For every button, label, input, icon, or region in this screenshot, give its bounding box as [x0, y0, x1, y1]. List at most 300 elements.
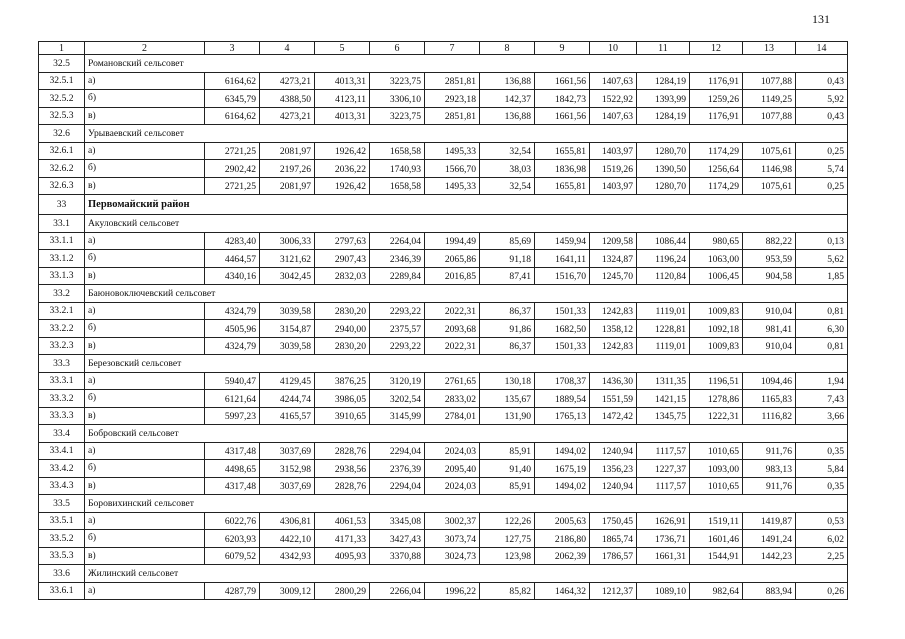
value-cell: 2266,04 — [370, 582, 425, 600]
value-cell: 1280,70 — [637, 177, 690, 195]
section-title: Жилинский сельсовет — [85, 565, 848, 583]
value-cell: 3152,98 — [260, 460, 315, 478]
value-cell: 2761,65 — [425, 372, 480, 390]
row-variant: б) — [85, 250, 205, 268]
value-cell: 1675,19 — [535, 460, 590, 478]
value-cell: 1119,01 — [637, 337, 690, 355]
value-cell: 4171,33 — [315, 530, 370, 548]
row-variant: а) — [85, 512, 205, 530]
value-cell: 2016,85 — [425, 267, 480, 285]
value-cell: 2851,81 — [425, 107, 480, 125]
value-cell: 1240,94 — [590, 477, 637, 495]
row-code: 33.5.2 — [39, 530, 85, 548]
section-row — [39, 565, 848, 583]
value-cell: 1116,82 — [743, 407, 796, 425]
value-cell: 2721,25 — [205, 142, 260, 160]
row-code: 33.1 — [39, 215, 85, 233]
value-cell: 7,43 — [796, 390, 848, 408]
value-cell: 1765,13 — [535, 407, 590, 425]
value-cell: 3223,75 — [370, 107, 425, 125]
value-cell: 953,59 — [743, 250, 796, 268]
value-cell: 4013,31 — [315, 72, 370, 90]
table-row — [39, 107, 848, 125]
value-cell: 2024,03 — [425, 442, 480, 460]
value-cell: 4306,81 — [260, 512, 315, 530]
table-body — [39, 42, 848, 600]
value-cell: 1655,81 — [535, 177, 590, 195]
value-cell: 1516,70 — [535, 267, 590, 285]
value-cell: 0,43 — [796, 107, 848, 125]
value-cell: 1661,31 — [637, 547, 690, 565]
value-cell: 4317,48 — [205, 477, 260, 495]
value-cell: 1459,94 — [535, 232, 590, 250]
value-cell: 4095,93 — [315, 547, 370, 565]
table-row — [39, 177, 848, 195]
value-cell: 2938,56 — [315, 460, 370, 478]
value-cell: 3223,75 — [370, 72, 425, 90]
value-cell: 1786,57 — [590, 547, 637, 565]
value-cell: 1165,83 — [743, 390, 796, 408]
value-cell: 85,91 — [480, 442, 535, 460]
row-code: 32.5.3 — [39, 107, 85, 125]
value-cell: 1259,26 — [690, 90, 743, 108]
value-cell: 1117,57 — [637, 442, 690, 460]
row-code: 33.1.2 — [39, 250, 85, 268]
value-cell: 2081,97 — [260, 142, 315, 160]
value-cell: 1494,02 — [535, 442, 590, 460]
row-code: 33.2 — [39, 285, 85, 303]
table-row — [39, 160, 848, 178]
table-row — [39, 90, 848, 108]
value-cell: 6,30 — [796, 320, 848, 338]
value-cell: 1708,37 — [535, 372, 590, 390]
value-cell: 1566,70 — [425, 160, 480, 178]
value-cell: 2784,01 — [425, 407, 480, 425]
value-cell: 1601,46 — [690, 530, 743, 548]
table-row — [39, 390, 848, 408]
row-code: 32.6.2 — [39, 160, 85, 178]
value-cell: 38,03 — [480, 160, 535, 178]
value-cell: 2186,80 — [535, 530, 590, 548]
section-title: Боровихинский сельсовет — [85, 495, 848, 513]
value-cell: 1174,29 — [690, 177, 743, 195]
section-row — [39, 125, 848, 143]
value-cell: 3073,74 — [425, 530, 480, 548]
value-cell: 4505,96 — [205, 320, 260, 338]
value-cell: 6022,76 — [205, 512, 260, 530]
value-cell: 3,66 — [796, 407, 848, 425]
value-cell: 123,98 — [480, 547, 535, 565]
value-cell: 122,26 — [480, 512, 535, 530]
column-header: 3 — [205, 42, 260, 55]
value-cell: 1407,63 — [590, 107, 637, 125]
value-cell: 1006,45 — [690, 267, 743, 285]
column-header: 13 — [743, 42, 796, 55]
row-code: 33.4.2 — [39, 460, 85, 478]
value-cell: 2289,84 — [370, 267, 425, 285]
value-cell: 2375,57 — [370, 320, 425, 338]
row-variant: б) — [85, 320, 205, 338]
value-cell: 1658,58 — [370, 142, 425, 160]
value-cell: 1442,23 — [743, 547, 796, 565]
value-cell: 1472,42 — [590, 407, 637, 425]
value-cell: 3306,10 — [370, 90, 425, 108]
value-cell: 983,13 — [743, 460, 796, 478]
value-cell: 1842,73 — [535, 90, 590, 108]
value-cell: 1836,98 — [535, 160, 590, 178]
value-cell: 5,62 — [796, 250, 848, 268]
value-cell: 4464,57 — [205, 250, 260, 268]
value-cell: 85,69 — [480, 232, 535, 250]
value-cell: 91,40 — [480, 460, 535, 478]
value-cell: 4273,21 — [260, 72, 315, 90]
row-variant: б) — [85, 90, 205, 108]
value-cell: 4165,57 — [260, 407, 315, 425]
value-cell: 2036,22 — [315, 160, 370, 178]
value-cell: 2800,29 — [315, 582, 370, 600]
row-variant: б) — [85, 530, 205, 548]
section-row — [39, 215, 848, 233]
value-cell: 1926,42 — [315, 142, 370, 160]
row-code: 32.5 — [39, 55, 85, 73]
value-cell: 1209,58 — [590, 232, 637, 250]
section-row — [39, 495, 848, 513]
value-cell: 6079,52 — [205, 547, 260, 565]
value-cell: 6345,79 — [205, 90, 260, 108]
value-cell: 127,75 — [480, 530, 535, 548]
table-row — [39, 372, 848, 390]
value-cell: 2081,97 — [260, 177, 315, 195]
value-cell: 4061,53 — [315, 512, 370, 530]
value-cell: 6203,93 — [205, 530, 260, 548]
value-cell: 85,82 — [480, 582, 535, 600]
value-cell: 5,84 — [796, 460, 848, 478]
value-cell: 1086,44 — [637, 232, 690, 250]
value-cell: 0,25 — [796, 177, 848, 195]
value-cell: 6164,62 — [205, 72, 260, 90]
row-code: 33.3.2 — [39, 390, 85, 408]
value-cell: 1626,91 — [637, 512, 690, 530]
column-header: 7 — [425, 42, 480, 55]
value-cell: 911,76 — [743, 477, 796, 495]
table-row — [39, 267, 848, 285]
value-cell: 1009,83 — [690, 302, 743, 320]
section-title: Урываевский сельсовет — [85, 125, 848, 143]
value-cell: 2065,86 — [425, 250, 480, 268]
value-cell: 3145,99 — [370, 407, 425, 425]
section-title: Баюновоключевский сельсовет — [85, 285, 848, 303]
value-cell: 2005,63 — [535, 512, 590, 530]
table-row — [39, 460, 848, 478]
value-cell: 3009,12 — [260, 582, 315, 600]
table-row — [39, 320, 848, 338]
value-cell: 1407,63 — [590, 72, 637, 90]
row-variant: а) — [85, 442, 205, 460]
row-variant: а) — [85, 142, 205, 160]
value-cell: 3039,58 — [260, 337, 315, 355]
column-header: 11 — [637, 42, 690, 55]
row-code: 33.2.1 — [39, 302, 85, 320]
value-cell: 1661,56 — [535, 72, 590, 90]
value-cell: 1075,61 — [743, 177, 796, 195]
value-cell: 1092,18 — [690, 320, 743, 338]
value-cell: 6164,62 — [205, 107, 260, 125]
value-cell: 2828,76 — [315, 442, 370, 460]
page-number: 131 — [812, 12, 830, 26]
value-cell: 2293,22 — [370, 302, 425, 320]
value-cell: 2022,31 — [425, 337, 480, 355]
value-cell: 4287,79 — [205, 582, 260, 600]
value-cell: 1464,32 — [535, 582, 590, 600]
value-cell: 1736,71 — [637, 530, 690, 548]
value-cell: 1227,37 — [637, 460, 690, 478]
row-code: 33.4 — [39, 425, 85, 443]
row-code: 32.5.1 — [39, 72, 85, 90]
value-cell: 3042,45 — [260, 267, 315, 285]
value-cell: 1358,12 — [590, 320, 637, 338]
value-cell: 4324,79 — [205, 337, 260, 355]
value-cell: 3876,25 — [315, 372, 370, 390]
value-cell: 2833,02 — [425, 390, 480, 408]
value-cell: 1436,30 — [590, 372, 637, 390]
column-header: 9 — [535, 42, 590, 55]
value-cell: 1750,45 — [590, 512, 637, 530]
value-cell: 1311,35 — [637, 372, 690, 390]
value-cell: 1174,29 — [690, 142, 743, 160]
value-cell: 3154,87 — [260, 320, 315, 338]
column-header: 6 — [370, 42, 425, 55]
row-variant: б) — [85, 390, 205, 408]
value-cell: 2851,81 — [425, 72, 480, 90]
value-cell: 4317,48 — [205, 442, 260, 460]
value-cell: 2902,42 — [205, 160, 260, 178]
value-cell: 1242,83 — [590, 337, 637, 355]
section-row — [39, 425, 848, 443]
value-cell: 1390,50 — [637, 160, 690, 178]
value-cell: 2024,03 — [425, 477, 480, 495]
value-cell: 3986,05 — [315, 390, 370, 408]
value-cell: 136,88 — [480, 107, 535, 125]
value-cell: 4013,31 — [315, 107, 370, 125]
section-row — [39, 355, 848, 373]
row-variant: а) — [85, 582, 205, 600]
row-variant: в) — [85, 547, 205, 565]
value-cell: 1403,97 — [590, 142, 637, 160]
value-cell: 3037,69 — [260, 442, 315, 460]
value-cell: 1093,00 — [690, 460, 743, 478]
value-cell: 1494,02 — [535, 477, 590, 495]
value-cell: 2721,25 — [205, 177, 260, 195]
value-cell: 2830,20 — [315, 302, 370, 320]
value-cell: 911,76 — [743, 442, 796, 460]
district-title: Первомайский район — [85, 195, 848, 215]
value-cell: 1491,24 — [743, 530, 796, 548]
row-code: 32.5.2 — [39, 90, 85, 108]
row-code: 33.1.3 — [39, 267, 85, 285]
value-cell: 1926,42 — [315, 177, 370, 195]
value-cell: 0,35 — [796, 477, 848, 495]
value-cell: 136,88 — [480, 72, 535, 90]
row-code: 33.2.2 — [39, 320, 85, 338]
value-cell: 1077,88 — [743, 107, 796, 125]
column-header: 2 — [85, 42, 205, 55]
value-cell: 2830,20 — [315, 337, 370, 355]
column-header: 8 — [480, 42, 535, 55]
table-header-row — [39, 42, 848, 55]
value-cell: 2923,18 — [425, 90, 480, 108]
value-cell: 5,92 — [796, 90, 848, 108]
row-variant: а) — [85, 72, 205, 90]
row-variant: в) — [85, 337, 205, 355]
value-cell: 4324,79 — [205, 302, 260, 320]
value-cell: 1519,11 — [690, 512, 743, 530]
row-code: 33.3 — [39, 355, 85, 373]
value-cell: 2062,39 — [535, 547, 590, 565]
table-row — [39, 407, 848, 425]
table-row — [39, 477, 848, 495]
value-cell: 1176,91 — [690, 107, 743, 125]
value-cell: 1063,00 — [690, 250, 743, 268]
value-cell: 86,37 — [480, 302, 535, 320]
value-cell: 2,25 — [796, 547, 848, 565]
value-cell: 981,41 — [743, 320, 796, 338]
table-row — [39, 142, 848, 160]
value-cell: 3039,58 — [260, 302, 315, 320]
value-cell: 1522,92 — [590, 90, 637, 108]
value-cell: 1,85 — [796, 267, 848, 285]
value-cell: 1075,61 — [743, 142, 796, 160]
value-cell: 883,94 — [743, 582, 796, 600]
value-cell: 1994,49 — [425, 232, 480, 250]
value-cell: 1495,33 — [425, 177, 480, 195]
value-cell: 2940,00 — [315, 320, 370, 338]
row-variant: а) — [85, 302, 205, 320]
value-cell: 130,18 — [480, 372, 535, 390]
value-cell: 0,26 — [796, 582, 848, 600]
value-cell: 1222,31 — [690, 407, 743, 425]
value-cell: 3037,69 — [260, 477, 315, 495]
value-cell: 3002,37 — [425, 512, 480, 530]
value-cell: 2376,39 — [370, 460, 425, 478]
row-code: 33.3.1 — [39, 372, 85, 390]
row-code: 33.2.3 — [39, 337, 85, 355]
column-header: 10 — [590, 42, 637, 55]
value-cell: 910,04 — [743, 302, 796, 320]
value-cell: 3202,54 — [370, 390, 425, 408]
value-cell: 1280,70 — [637, 142, 690, 160]
row-code: 33.1.1 — [39, 232, 85, 250]
value-cell: 6,02 — [796, 530, 848, 548]
value-cell: 904,58 — [743, 267, 796, 285]
table-row — [39, 442, 848, 460]
value-cell: 1176,91 — [690, 72, 743, 90]
value-cell: 2197,26 — [260, 160, 315, 178]
value-cell: 5997,23 — [205, 407, 260, 425]
value-cell: 2828,76 — [315, 477, 370, 495]
row-variant: в) — [85, 267, 205, 285]
table-row — [39, 302, 848, 320]
value-cell: 2022,31 — [425, 302, 480, 320]
value-cell: 1324,87 — [590, 250, 637, 268]
value-cell: 142,37 — [480, 90, 535, 108]
value-cell: 0,53 — [796, 512, 848, 530]
value-cell: 1094,46 — [743, 372, 796, 390]
table-row — [39, 512, 848, 530]
value-cell: 1089,10 — [637, 582, 690, 600]
value-cell: 91,18 — [480, 250, 535, 268]
value-cell: 1119,01 — [637, 302, 690, 320]
value-cell: 1551,59 — [590, 390, 637, 408]
value-cell: 1146,98 — [743, 160, 796, 178]
row-variant: б) — [85, 160, 205, 178]
value-cell: 2264,04 — [370, 232, 425, 250]
value-cell: 2346,39 — [370, 250, 425, 268]
value-cell: 1010,65 — [690, 442, 743, 460]
value-cell: 1196,24 — [637, 250, 690, 268]
value-cell: 1865,74 — [590, 530, 637, 548]
value-cell: 1345,75 — [637, 407, 690, 425]
row-variant: б) — [85, 460, 205, 478]
value-cell: 980,65 — [690, 232, 743, 250]
section-title: Бобровский сельсовет — [85, 425, 848, 443]
column-header: 1 — [39, 42, 85, 55]
value-cell: 2294,04 — [370, 442, 425, 460]
value-cell: 91,86 — [480, 320, 535, 338]
value-cell: 1889,54 — [535, 390, 590, 408]
value-cell: 3120,19 — [370, 372, 425, 390]
value-cell: 1278,86 — [690, 390, 743, 408]
section-title: Акуловский сельсовет — [85, 215, 848, 233]
value-cell: 1242,83 — [590, 302, 637, 320]
section-title: Романовский сельсовет — [85, 55, 848, 73]
value-cell: 32,54 — [480, 177, 535, 195]
value-cell: 86,37 — [480, 337, 535, 355]
row-code: 32.6 — [39, 125, 85, 143]
value-cell: 1077,88 — [743, 72, 796, 90]
value-cell: 1403,97 — [590, 177, 637, 195]
value-cell: 0,81 — [796, 337, 848, 355]
table-row — [39, 337, 848, 355]
value-cell: 4129,45 — [260, 372, 315, 390]
value-cell: 1495,33 — [425, 142, 480, 160]
district-row — [39, 195, 848, 215]
column-header: 12 — [690, 42, 743, 55]
value-cell: 87,41 — [480, 267, 535, 285]
value-cell: 131,90 — [480, 407, 535, 425]
value-cell: 0,81 — [796, 302, 848, 320]
value-cell: 2293,22 — [370, 337, 425, 355]
value-cell: 0,35 — [796, 442, 848, 460]
table-row — [39, 232, 848, 250]
section-row — [39, 285, 848, 303]
column-header: 5 — [315, 42, 370, 55]
row-code: 33.4.1 — [39, 442, 85, 460]
table-row — [39, 547, 848, 565]
row-code: 33.5.3 — [39, 547, 85, 565]
value-cell: 1661,56 — [535, 107, 590, 125]
column-header: 4 — [260, 42, 315, 55]
value-cell: 32,54 — [480, 142, 535, 160]
value-cell: 1419,87 — [743, 512, 796, 530]
row-code: 33.6.1 — [39, 582, 85, 600]
value-cell: 1117,57 — [637, 477, 690, 495]
value-cell: 910,04 — [743, 337, 796, 355]
row-variant: в) — [85, 177, 205, 195]
row-variant: в) — [85, 107, 205, 125]
table-row — [39, 530, 848, 548]
value-cell: 1658,58 — [370, 177, 425, 195]
value-cell: 1149,25 — [743, 90, 796, 108]
